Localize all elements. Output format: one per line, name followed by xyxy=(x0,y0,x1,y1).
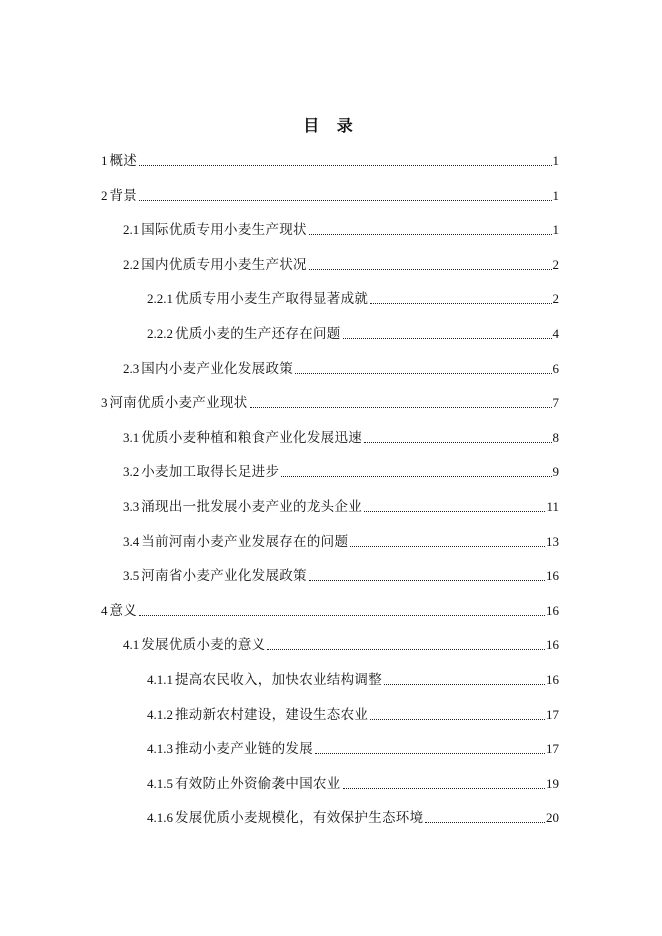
toc-entry-number: 2.2.2 xyxy=(147,326,173,341)
toc-entry-title: 优质小麦种植和粮食产业化发展迅速 xyxy=(141,429,363,446)
toc-entry[interactable] xyxy=(101,598,559,620)
toc-entry-number: 3.5 xyxy=(123,568,140,584)
toc-entry-number: 2 xyxy=(101,187,108,203)
toc-entry[interactable] xyxy=(123,494,559,516)
toc-dot-leader xyxy=(139,200,551,201)
toc-entry[interactable] xyxy=(123,632,559,654)
toc-dot-leader xyxy=(281,476,551,477)
toc-entry[interactable] xyxy=(123,217,559,239)
toc-dot-leader xyxy=(309,234,552,235)
toc-entry-page-number: 2 xyxy=(552,256,559,272)
toc-entry-number: 2.3 xyxy=(123,360,140,376)
toc-entry-page-number: 7 xyxy=(552,395,559,411)
toc-dot-leader xyxy=(425,822,545,823)
toc-entry-page-number: 17 xyxy=(546,741,559,757)
toc-dot-leader xyxy=(309,269,552,270)
toc-entry-title: 有效防止外资偷袭中国农业 xyxy=(175,775,341,792)
toc-entry-title: 国内小麦产业化发展政策 xyxy=(141,360,294,377)
toc-entry-page-number: 8 xyxy=(552,429,559,445)
toc-entry-page-number: 1 xyxy=(552,153,559,168)
toc-entry-number: 4.1.6 xyxy=(147,810,173,826)
toc-entry-number: 2.2.1 xyxy=(147,291,173,307)
toc-entry[interactable] xyxy=(147,667,559,689)
toc-entry[interactable] xyxy=(147,286,559,308)
toc-dot-leader xyxy=(364,511,545,512)
toc-entry-title: 涌现出一批发展小麦产业的龙头企业 xyxy=(141,499,363,515)
toc-entry-title: 国内优质专用小麦生产状况 xyxy=(141,256,307,273)
toc-entry-page-number: 2 xyxy=(552,291,559,307)
toc-entry-title: 发展优质小麦规模化，有效保护生态环境 xyxy=(175,810,424,827)
toc-entry[interactable] xyxy=(123,529,559,551)
toc-entry-title: 推动小麦产业链的发展 xyxy=(175,741,313,758)
toc-entry[interactable] xyxy=(147,702,559,724)
toc-dot-leader xyxy=(350,546,545,547)
toc-entry[interactable] xyxy=(101,183,559,205)
toc-dot-leader xyxy=(295,373,551,374)
toc-dot-leader xyxy=(315,753,545,754)
toc-entry-page-number: 20 xyxy=(546,810,559,826)
toc-entry[interactable] xyxy=(147,736,559,758)
toc-entry-page-number: 19 xyxy=(546,775,559,791)
toc-entry-number: 2.2 xyxy=(123,256,140,272)
toc-entry-page-number: 9 xyxy=(552,464,559,480)
toc-entry-page-number: 4 xyxy=(552,326,559,341)
toc-entry-page-number: 1 xyxy=(552,187,559,203)
toc-dot-leader xyxy=(384,684,545,685)
toc-entry[interactable] xyxy=(123,459,559,481)
toc-entry-title: 推动新农村建设，建设生态农业 xyxy=(175,706,369,723)
toc-entry-number: 4 xyxy=(101,602,108,618)
toc-entry-page-number: 1 xyxy=(552,222,559,238)
toc-dot-leader xyxy=(370,303,551,304)
toc-entry-number: 3 xyxy=(101,395,108,411)
toc-entry-number: 3.2 xyxy=(123,464,140,480)
toc-dot-leader xyxy=(139,165,551,166)
toc-entry-page-number: 11 xyxy=(546,499,559,514)
toc-dot-leader xyxy=(364,442,551,443)
toc-entry-page-number: 16 xyxy=(546,602,559,618)
toc-entry[interactable] xyxy=(123,356,559,378)
toc-entry-page-number: 17 xyxy=(546,706,559,722)
toc-entry-title: 意义 xyxy=(109,602,138,619)
toc-entry[interactable] xyxy=(147,321,559,343)
toc-entry-title: 河南优质小麦产业现状 xyxy=(109,395,248,412)
toc-entry-number: 3.1 xyxy=(123,429,140,445)
toc-entry[interactable] xyxy=(147,771,559,793)
toc-entry-number: 4.1.3 xyxy=(147,741,173,757)
toc-dot-leader xyxy=(343,788,545,789)
toc-entry-title: 河南省小麦产业化发展政策 xyxy=(141,568,307,585)
toc-entry-number: 4.1 xyxy=(123,637,140,653)
toc-dot-leader xyxy=(343,338,552,339)
toc-dot-leader xyxy=(309,580,545,581)
toc-entry[interactable] xyxy=(101,390,559,412)
toc-entry-page-number: 16 xyxy=(546,637,559,653)
toc-entry-number: 4.1.2 xyxy=(147,706,173,722)
toc-entry-title: 小麦加工取得长足进步 xyxy=(141,464,280,481)
toc-entry-number: 3.4 xyxy=(123,533,140,549)
toc-entry-title: 优质专用小麦生产取得显著成就 xyxy=(175,291,369,308)
toc-entry-title: 当前河南小麦产业发展存在的问题 xyxy=(141,533,349,550)
toc-dot-leader xyxy=(370,719,545,720)
toc-entry[interactable] xyxy=(123,425,559,447)
toc-entry-number: 4.1.5 xyxy=(147,775,173,791)
toc-entry-title: 提高农民收入，加快农业结构调整 xyxy=(175,672,382,688)
toc-entry[interactable] xyxy=(147,805,559,827)
toc-entry-page-number: 16 xyxy=(546,672,559,687)
toc-entry-title: 国际优质专用小麦生产现状 xyxy=(141,222,307,239)
toc-entry-title: 优质小麦的生产还存在问题 xyxy=(175,326,341,342)
toc-entry-title: 概述 xyxy=(109,153,138,169)
toc-dot-leader xyxy=(250,407,552,408)
toc-entry-number: 4.1.1 xyxy=(147,672,173,687)
toc-title: 目 录 xyxy=(303,116,359,135)
toc-entry[interactable] xyxy=(123,563,559,585)
toc-entry-number: 3.3 xyxy=(123,499,140,514)
toc-entry-page-number: 16 xyxy=(546,568,559,584)
toc-dot-leader xyxy=(139,615,545,616)
toc-entry-number: 1 xyxy=(101,153,108,168)
toc-entry-number: 2.1 xyxy=(123,222,140,238)
toc-entry-page-number: 6 xyxy=(552,360,559,376)
toc-entry-title: 背景 xyxy=(109,187,138,204)
toc-entry-page-number: 13 xyxy=(546,533,559,549)
toc-dot-leader xyxy=(267,649,545,650)
toc-entry[interactable] xyxy=(101,148,559,170)
toc-entry[interactable] xyxy=(123,252,559,274)
toc-entry-title: 发展优质小麦的意义 xyxy=(141,637,266,654)
